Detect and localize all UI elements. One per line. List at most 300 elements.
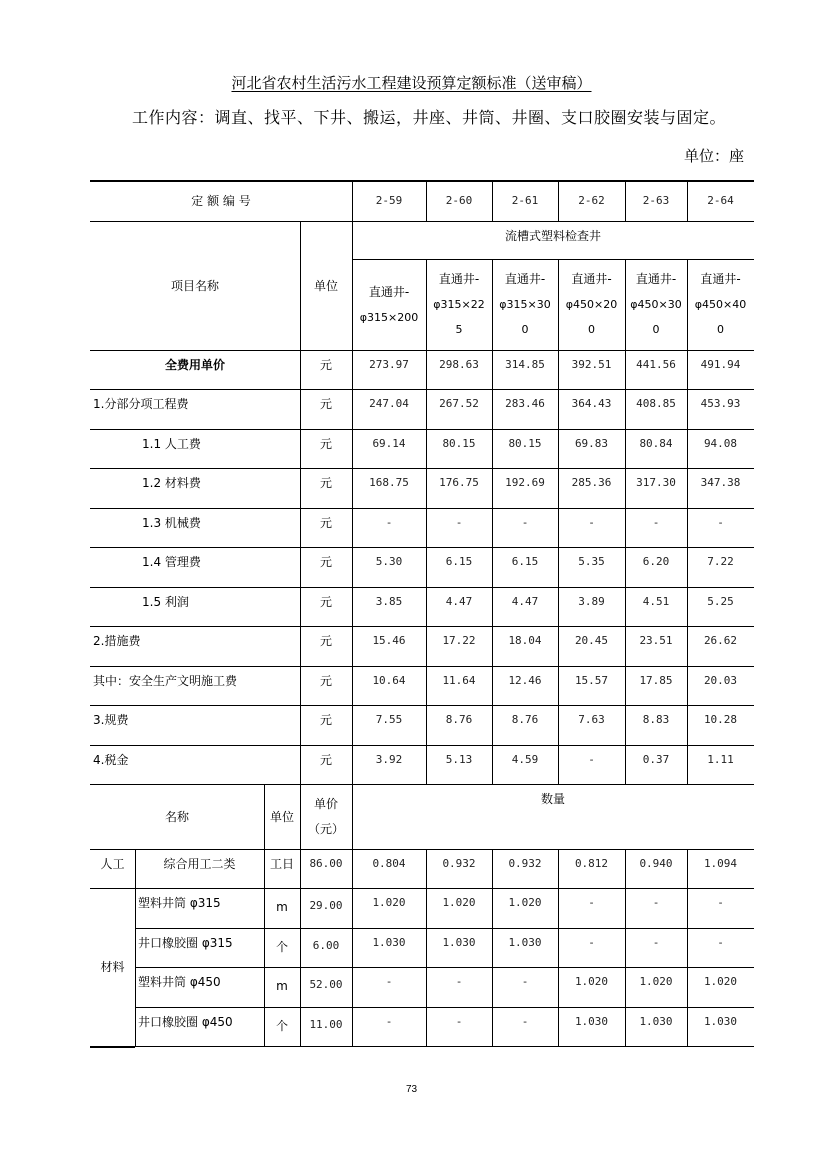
cost-value: 15.57 bbox=[574, 674, 609, 687]
material-value: 1.020 bbox=[508, 896, 542, 909]
cost-value: 192.69 bbox=[505, 476, 545, 489]
cost-value: - bbox=[588, 516, 595, 529]
group-header: 流槽式塑料检查井 bbox=[504, 229, 601, 243]
cost-item-name: 其中：安全生产文明施工费 bbox=[93, 674, 238, 688]
table-rule bbox=[492, 1007, 493, 1046]
table-rule bbox=[625, 389, 626, 429]
material-value: - bbox=[521, 1015, 529, 1028]
table-rule bbox=[625, 1007, 626, 1046]
cost-item-name: 1.2 材料费 bbox=[142, 476, 201, 490]
table-rule bbox=[625, 666, 626, 705]
table-rule bbox=[426, 389, 427, 429]
table-rule bbox=[426, 849, 427, 888]
cost-value: - bbox=[588, 753, 595, 766]
spec-header bbox=[558, 259, 625, 350]
table-rule bbox=[558, 259, 559, 350]
cost-value: 4.47 bbox=[445, 595, 473, 608]
table-rule bbox=[352, 547, 353, 587]
table-rule bbox=[625, 259, 626, 350]
table-rule bbox=[300, 626, 301, 666]
table-rule bbox=[625, 705, 626, 745]
resource-price-header bbox=[300, 784, 352, 849]
cost-value: 10.28 bbox=[703, 713, 738, 726]
table-rule bbox=[558, 745, 559, 784]
cost-value: 347.38 bbox=[700, 476, 741, 489]
table-rule bbox=[558, 350, 559, 389]
table-rule bbox=[300, 468, 301, 508]
cost-value: 3.85 bbox=[375, 595, 403, 608]
spec-line: φ315×30 bbox=[499, 298, 551, 311]
cost-item-name: 全费用单价 bbox=[164, 358, 225, 372]
table-rule bbox=[687, 626, 688, 666]
material-value: - bbox=[717, 896, 724, 909]
cost-item-unit: 元 bbox=[319, 713, 332, 727]
table-rule bbox=[687, 350, 688, 389]
table-rule bbox=[687, 888, 688, 928]
cost-value: 11.64 bbox=[442, 674, 476, 687]
table-rule bbox=[352, 350, 353, 389]
material-name: 井口橡胶圈 φ315 bbox=[138, 936, 233, 950]
table-rule bbox=[558, 967, 559, 1007]
cost-value: 6.20 bbox=[642, 555, 670, 568]
table-rule bbox=[300, 705, 301, 745]
material-value: 1.020 bbox=[703, 975, 738, 988]
table-rule bbox=[300, 967, 301, 1007]
table-bottom-rule bbox=[90, 1046, 135, 1048]
spec-line: 5 bbox=[455, 323, 463, 336]
table-rule bbox=[264, 1007, 265, 1046]
labor-price: 86.00 bbox=[309, 857, 343, 870]
table-rule bbox=[352, 705, 353, 745]
table-rule bbox=[426, 350, 427, 389]
table-rule bbox=[625, 626, 626, 666]
table-rule bbox=[687, 849, 688, 888]
spec-line: 直通井- bbox=[700, 272, 741, 286]
spec-line: φ315×200 bbox=[359, 310, 419, 324]
material-price: 11.00 bbox=[309, 1018, 343, 1031]
table-rule bbox=[687, 389, 688, 429]
table-rule bbox=[492, 587, 493, 626]
cost-value: 4.47 bbox=[511, 595, 539, 608]
cost-value: 491.94 bbox=[700, 358, 741, 371]
table-rule bbox=[135, 849, 136, 888]
cost-value: 4.59 bbox=[511, 753, 539, 766]
table-rule bbox=[300, 784, 301, 849]
table-rule bbox=[426, 626, 427, 666]
table-rule bbox=[135, 967, 136, 1007]
table-rule bbox=[300, 508, 301, 547]
material-price: 6.00 bbox=[312, 939, 340, 952]
table-rule bbox=[687, 587, 688, 626]
table-rule bbox=[352, 967, 353, 1007]
labor-category: 人工 bbox=[100, 857, 125, 871]
table-rule bbox=[687, 180, 688, 221]
cost-value: 247.04 bbox=[369, 397, 409, 410]
quota-code-label: 定 额 编 号 bbox=[191, 193, 251, 208]
table-rule bbox=[300, 1007, 301, 1046]
material-value: 1.030 bbox=[703, 1015, 738, 1028]
material-value: 1.030 bbox=[372, 936, 406, 949]
table-rule bbox=[687, 745, 688, 784]
material-value: - bbox=[717, 936, 724, 949]
labor-value: 0.812 bbox=[574, 857, 609, 870]
table-rule bbox=[352, 745, 353, 784]
material-value: 1.020 bbox=[574, 975, 609, 988]
quota-code: 2-62 bbox=[578, 194, 605, 207]
table-rule bbox=[625, 429, 626, 468]
price-header-line: 单价 bbox=[313, 796, 338, 811]
cost-value: 80.15 bbox=[442, 437, 476, 450]
cost-value: 176.75 bbox=[439, 476, 479, 489]
document-title: 河北省农村生活污水工程建设预算定额标准（送审稿） bbox=[231, 74, 592, 92]
quota-code: 2-60 bbox=[445, 194, 473, 207]
labor-value: 0.804 bbox=[372, 857, 406, 870]
table-rule bbox=[426, 705, 427, 745]
cost-value: 273.97 bbox=[369, 358, 409, 371]
material-value: 1.020 bbox=[639, 975, 673, 988]
table-rule bbox=[492, 849, 493, 888]
spec-line: 直通井- bbox=[571, 272, 612, 286]
cost-item-unit: 元 bbox=[319, 753, 332, 767]
cost-item-unit: 元 bbox=[319, 397, 332, 411]
cost-item-name: 1.5 利润 bbox=[142, 595, 189, 609]
cost-value: 7.63 bbox=[578, 713, 605, 726]
spec-line: 直通井- bbox=[504, 272, 546, 286]
table-rule bbox=[352, 468, 353, 508]
table-rule bbox=[492, 888, 493, 928]
cost-value: 7.22 bbox=[707, 555, 734, 568]
table-rule bbox=[264, 967, 265, 1007]
material-category: 材料 bbox=[100, 960, 125, 974]
table-rule bbox=[492, 468, 493, 508]
cost-value: 168.75 bbox=[369, 476, 409, 489]
table-rule bbox=[426, 1007, 427, 1046]
spec-line: 直通井- bbox=[368, 284, 410, 299]
table-rule bbox=[687, 547, 688, 587]
table-rule bbox=[352, 180, 353, 350]
cost-value: 441.56 bbox=[636, 358, 676, 371]
table-rule bbox=[625, 587, 626, 626]
cost-value: 5.35 bbox=[578, 555, 605, 568]
cost-value: 453.93 bbox=[700, 397, 741, 410]
table-rule bbox=[558, 468, 559, 508]
page-number: 73 bbox=[405, 1084, 418, 1095]
table-rule bbox=[264, 888, 265, 928]
material-value: - bbox=[455, 1015, 463, 1028]
labor-value: 0.932 bbox=[442, 857, 476, 870]
table-rule bbox=[492, 389, 493, 429]
table-rule bbox=[687, 967, 688, 1007]
cost-value: 23.51 bbox=[639, 634, 673, 647]
table-rule bbox=[264, 784, 265, 849]
cost-item-unit: 元 bbox=[319, 634, 332, 648]
cost-item-unit: 元 bbox=[319, 674, 332, 688]
spec-line: φ450×20 bbox=[565, 298, 618, 311]
spec-line: 0 bbox=[521, 323, 529, 336]
cost-item-name: 2.措施费 bbox=[93, 634, 141, 648]
material-value: 1.030 bbox=[639, 1015, 673, 1028]
resource-name-header: 名称 bbox=[164, 809, 189, 824]
cost-value: 6.15 bbox=[511, 555, 539, 568]
table-rule bbox=[625, 967, 626, 1007]
material-price: 52.00 bbox=[309, 978, 343, 991]
cost-value: 80.15 bbox=[508, 437, 542, 450]
labor-unit: 工日 bbox=[269, 857, 294, 871]
table-rule bbox=[426, 666, 427, 705]
cost-value: - bbox=[455, 516, 463, 529]
material-value: 1.020 bbox=[442, 896, 476, 909]
cost-value: 7.55 bbox=[375, 713, 403, 726]
table-rule bbox=[352, 1007, 353, 1046]
material-unit: m bbox=[276, 979, 288, 993]
table-rule bbox=[687, 928, 688, 967]
table-rule bbox=[492, 745, 493, 784]
table-rule bbox=[558, 429, 559, 468]
cost-item-name: 1.4 管理费 bbox=[142, 555, 201, 569]
table-rule bbox=[558, 180, 559, 221]
table-rule bbox=[426, 745, 427, 784]
cost-value: - bbox=[652, 516, 660, 529]
table-rule bbox=[558, 389, 559, 429]
cost-value: - bbox=[717, 516, 724, 529]
table-rule bbox=[687, 666, 688, 705]
spec-header bbox=[426, 259, 492, 350]
material-value: - bbox=[652, 896, 660, 909]
material-value: 1.030 bbox=[508, 936, 542, 949]
table-rule bbox=[492, 626, 493, 666]
table-rule bbox=[492, 547, 493, 587]
table-rule bbox=[352, 626, 353, 666]
cost-value: 69.14 bbox=[372, 437, 406, 450]
table-rule bbox=[352, 849, 353, 888]
quota-code: 2-59 bbox=[375, 194, 403, 207]
cost-value: 1.11 bbox=[707, 753, 734, 766]
table-rule bbox=[687, 259, 688, 350]
table-rule bbox=[492, 666, 493, 705]
cost-value: 26.62 bbox=[703, 634, 738, 647]
cost-value: 5.13 bbox=[445, 753, 473, 766]
material-value: - bbox=[588, 936, 595, 949]
cost-value: 317.30 bbox=[636, 476, 676, 489]
table-rule bbox=[492, 429, 493, 468]
cost-item-unit: 元 bbox=[319, 555, 332, 569]
cost-item-unit: 元 bbox=[319, 358, 332, 372]
cost-value: 80.84 bbox=[639, 437, 673, 450]
cost-value: 6.15 bbox=[445, 555, 473, 568]
price-header-line: （元） bbox=[307, 821, 344, 836]
table-rule bbox=[264, 928, 265, 967]
material-name: 井口橡胶圈 φ450 bbox=[138, 1015, 233, 1029]
table-rule bbox=[558, 1007, 559, 1046]
table-rule bbox=[352, 389, 353, 429]
table-rule bbox=[135, 888, 136, 928]
table-rule bbox=[426, 508, 427, 547]
material-value: - bbox=[385, 1015, 393, 1028]
cost-value: 12.46 bbox=[508, 674, 542, 687]
cost-item-name: 3.规费 bbox=[93, 713, 129, 727]
spec-header bbox=[687, 259, 754, 350]
cost-value: 267.52 bbox=[439, 397, 479, 410]
table-rule bbox=[625, 468, 626, 508]
table-rule bbox=[300, 849, 301, 888]
table-rule bbox=[625, 350, 626, 389]
table-rule bbox=[135, 928, 136, 967]
spec-line: 0 bbox=[588, 323, 595, 336]
cost-value: 20.03 bbox=[703, 674, 738, 687]
table-rule bbox=[300, 547, 301, 587]
table-rule bbox=[558, 587, 559, 626]
table-rule bbox=[687, 705, 688, 745]
spec-header bbox=[352, 259, 426, 350]
work-content: 工作内容：调直、找平、下井、搬运，井座、井筒、井圈、支口胶圈安装与固定。 bbox=[132, 108, 727, 127]
table-rule bbox=[300, 389, 301, 429]
table-rule bbox=[558, 888, 559, 928]
table-rule bbox=[625, 547, 626, 587]
quota-code: 2-61 bbox=[511, 194, 539, 207]
table-rule bbox=[300, 350, 301, 389]
material-name: 塑料井筒 φ315 bbox=[138, 896, 221, 910]
item-name-header: 项目名称 bbox=[170, 278, 219, 293]
material-unit: 个 bbox=[275, 940, 288, 954]
table-rule bbox=[300, 928, 301, 967]
spec-line: φ450×40 bbox=[694, 298, 747, 311]
table-rule bbox=[492, 508, 493, 547]
quota-code: 2-63 bbox=[642, 194, 670, 207]
cost-value: 285.36 bbox=[571, 476, 612, 489]
table-rule bbox=[264, 849, 265, 888]
labor-name: 综合用工二类 bbox=[163, 857, 236, 871]
cost-item-name: 1.1 人工费 bbox=[142, 437, 201, 451]
table-rule bbox=[352, 784, 353, 849]
unit-label: 单位：座 bbox=[683, 147, 744, 165]
table-rule bbox=[687, 429, 688, 468]
table-rule bbox=[492, 180, 493, 221]
spec-line: 0 bbox=[652, 323, 660, 336]
spec-line: 0 bbox=[717, 323, 724, 336]
cost-value: 392.51 bbox=[571, 358, 612, 371]
material-value: - bbox=[652, 936, 660, 949]
table-rule bbox=[625, 888, 626, 928]
table-rule bbox=[352, 508, 353, 547]
cost-value: 5.25 bbox=[707, 595, 734, 608]
cost-value: 5.30 bbox=[375, 555, 403, 568]
cost-value: 408.85 bbox=[636, 397, 676, 410]
cost-value: 364.43 bbox=[571, 397, 612, 410]
table-rule bbox=[492, 967, 493, 1007]
resource-unit-header: 单位 bbox=[269, 809, 294, 824]
cost-value: 17.85 bbox=[639, 674, 673, 687]
table-rule bbox=[687, 1007, 688, 1046]
cost-value: 69.83 bbox=[574, 437, 609, 450]
table-rule bbox=[687, 468, 688, 508]
table-rule bbox=[625, 928, 626, 967]
table-rule bbox=[426, 587, 427, 626]
material-value: 1.020 bbox=[372, 896, 406, 909]
spec-line: φ315×22 bbox=[433, 298, 485, 311]
table-rule bbox=[558, 849, 559, 888]
table-rule bbox=[300, 429, 301, 468]
cost-value: 20.45 bbox=[574, 634, 609, 647]
cost-value: 3.92 bbox=[375, 753, 403, 766]
material-value: - bbox=[588, 896, 595, 909]
cost-value: 8.83 bbox=[642, 713, 670, 726]
cost-value: 3.89 bbox=[578, 595, 605, 608]
table-rule bbox=[352, 666, 353, 705]
cost-value: 94.08 bbox=[703, 437, 738, 450]
table-rule bbox=[492, 259, 493, 350]
table-rule bbox=[135, 1046, 754, 1047]
table-rule bbox=[300, 587, 301, 626]
spec-line: 直通井- bbox=[635, 272, 677, 286]
cost-value: 10.64 bbox=[372, 674, 406, 687]
material-unit: 个 bbox=[275, 1019, 288, 1033]
unit-header: 单位 bbox=[313, 278, 338, 293]
spec-header bbox=[625, 259, 687, 350]
cost-item-unit: 元 bbox=[319, 595, 332, 609]
cost-value: - bbox=[385, 516, 393, 529]
table-rule bbox=[300, 666, 301, 705]
table-rule bbox=[426, 259, 427, 350]
table-rule bbox=[426, 928, 427, 967]
cost-value: 283.46 bbox=[505, 397, 545, 410]
table-rule bbox=[352, 928, 353, 967]
table-rule bbox=[426, 888, 427, 928]
table-rule bbox=[625, 745, 626, 784]
table-rule bbox=[426, 547, 427, 587]
spec-header bbox=[492, 259, 558, 350]
quantity-header: 数量 bbox=[540, 792, 565, 806]
table-rule bbox=[426, 429, 427, 468]
table-rule bbox=[352, 888, 353, 928]
table-rule bbox=[558, 626, 559, 666]
spec-line: 直通井- bbox=[438, 272, 480, 286]
spec-line: φ450×30 bbox=[630, 298, 682, 311]
cost-item-name: 4.税金 bbox=[93, 753, 129, 767]
material-price: 29.00 bbox=[309, 899, 343, 912]
table-rule bbox=[426, 180, 427, 221]
quota-code: 2-64 bbox=[707, 194, 734, 207]
cost-value: 4.51 bbox=[642, 595, 670, 608]
table-rule bbox=[426, 967, 427, 1007]
cost-item-unit: 元 bbox=[319, 516, 332, 530]
material-value: - bbox=[385, 975, 393, 988]
material-unit: m bbox=[276, 900, 288, 914]
table-rule bbox=[492, 928, 493, 967]
material-value: - bbox=[455, 975, 463, 988]
cost-item-unit: 元 bbox=[319, 437, 332, 451]
table-rule bbox=[687, 508, 688, 547]
cost-value: 298.63 bbox=[439, 358, 479, 371]
material-value: 1.030 bbox=[574, 1015, 609, 1028]
table-rule bbox=[558, 666, 559, 705]
cost-value: 8.76 bbox=[445, 713, 473, 726]
table-rule bbox=[135, 1007, 136, 1046]
table-rule bbox=[625, 180, 626, 221]
cost-value: 18.04 bbox=[508, 634, 542, 647]
material-value: 1.030 bbox=[442, 936, 476, 949]
table-rule bbox=[558, 547, 559, 587]
cost-value: 314.85 bbox=[505, 358, 545, 371]
table-rule bbox=[300, 221, 301, 350]
table-rule bbox=[426, 468, 427, 508]
table-rule bbox=[625, 508, 626, 547]
cost-item-name: 1.分部分项工程费 bbox=[93, 397, 189, 411]
cost-item-unit: 元 bbox=[319, 476, 332, 490]
table-rule bbox=[352, 429, 353, 468]
table-rule bbox=[300, 745, 301, 784]
table-rule bbox=[558, 508, 559, 547]
material-name: 塑料井筒 φ450 bbox=[138, 975, 221, 989]
